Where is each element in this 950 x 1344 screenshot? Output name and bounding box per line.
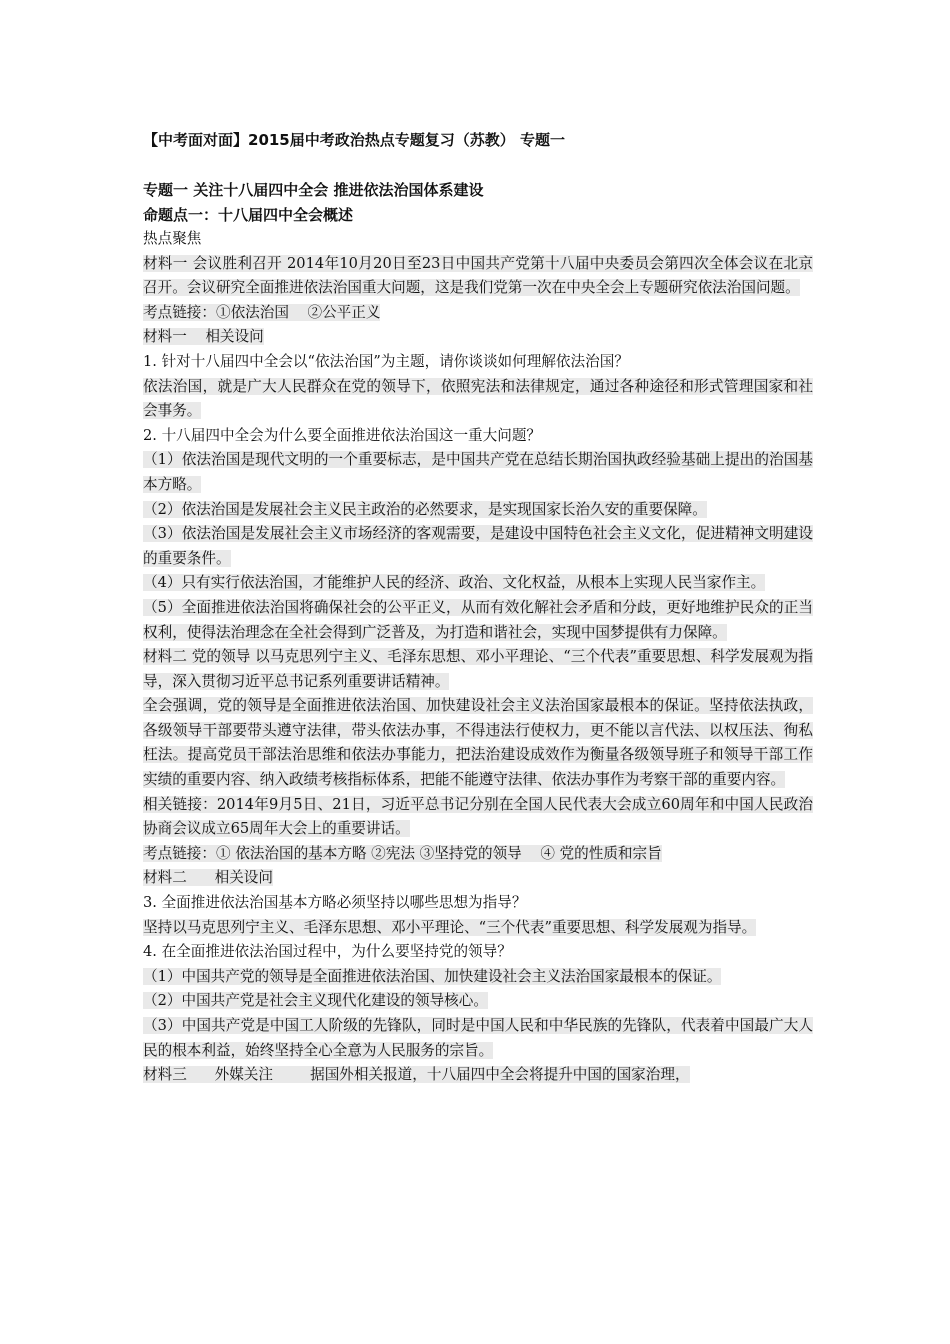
document-title: 【中考面对面】2015届中考政治热点专题复习（苏教） 专题一 (143, 131, 565, 149)
paragraph-text: 热点聚焦 (143, 230, 202, 247)
paragraph-text: 3. 全面推进依法治国基本方略必须坚持以哪些思想为指导？ (143, 894, 527, 912)
paragraph-text: 依法治国，就是广大人民群众在党的领导下，依照宪法和法律规定，通过各种途径和形式管理国家和社会事务。 (143, 377, 813, 420)
paragraph (143, 940, 813, 965)
paragraph (143, 252, 813, 301)
document-page (143, 128, 813, 1088)
paragraph-text: 材料一 会议胜利召开 2014年10月20日至23日中国共产党第十八届中央委员会第四次全体会议在北京召开。会议研究全面推进依法治国重大问题，这是我们党第一次在中央全会上专题研究依法治国问题。 (143, 254, 813, 297)
paragraph-text: （3）中国共产党是中国工人阶级的先锋队，同时是中国人民和中华民族的先锋队，代表着中国最广大人民的根本利益，始终坚持全心全意为人民服务的宗旨。 (143, 1017, 813, 1059)
paragraph (143, 1063, 813, 1088)
paragraph (143, 301, 813, 326)
document-body (143, 227, 813, 1088)
paragraph (143, 916, 813, 941)
paragraph (143, 694, 813, 792)
paragraph (143, 596, 813, 645)
paragraph (143, 842, 813, 867)
paragraph (143, 375, 813, 424)
paragraph-text: （4）只有实行依法治国，才能维护人民的经济、政治、文化权益，从根本上实现人民当家作主。 (143, 574, 766, 592)
paragraph (143, 866, 813, 891)
paragraph-text: 1. 针对十八届四中全会以“依法治国”为主题，请你谈谈如何理解依法治国？ (143, 352, 629, 370)
paragraph (143, 424, 813, 449)
paragraph-text: 材料一 相关设问 (143, 328, 264, 346)
point-heading: 命题点一：十八届四中全会概述 (143, 205, 354, 224)
paragraph-text: （5）全面推进依法治国将确保社会的公平正义，从而有效化解社会矛盾和分歧，更好地维护民众的正当权利，使得法治理念在全社会得到广泛普及，为打造和谐社会，实现中国梦提供有力保障。 (143, 598, 813, 641)
paragraph-text: 材料二 党的领导 以马克思列宁主义、毛泽东思想、邓小平理论、“三个代表”重要思想、科学发展观为指导，深入贯彻习近平总书记系列重要讲话精神。 (143, 648, 813, 690)
topic-heading: 专题一 关注十八届四中全会 推进依法治国体系建设 (143, 181, 484, 199)
paragraph (143, 965, 813, 990)
paragraph (143, 645, 813, 694)
paragraph-text: 考点链接：①依法治国 ②公平正义 (143, 303, 381, 321)
paragraph-text: 全会强调，党的领导是全面推进依法治国、加快建设社会主义法治国家最根本的保证。坚持依法执政，各级领导干部要带头遵守法律，带头依法办事，不得违法行使权力，更不能以言代法、以权压法、徇私枉法。提高党员干部法治思维和依法办事能力，把法治建设成效作为衡量各级领导班子和领导干部工作实绩的重要内容、纳入政绩考核指标体系，把能不能遵守法律、依法办事作为考察干部的重要内容。 (143, 697, 813, 789)
paragraph (143, 571, 813, 596)
paragraph (143, 325, 813, 350)
paragraph (143, 350, 813, 375)
paragraph-text: 坚持以马克思列宁主义、毛泽东思想、邓小平理论、“三个代表”重要思想、科学发展观为指导。 (143, 918, 757, 936)
paragraph-text: 材料三 外媒关注 据国外相关报道，十八届四中全会将提升中国的国家治理， (143, 1066, 690, 1084)
paragraph (143, 522, 813, 571)
paragraph-text: （2）中国共产党是社会主义现代化建设的领导核心。 (143, 992, 488, 1010)
paragraph-text: （1）依法治国是现代文明的一个重要标志，是中国共产党在总结长期治国执政经验基础上提出的治国基本方略。 (143, 451, 813, 493)
paragraph-text: 4. 在全面推进依法治国过程中，为什么要坚持党的领导？ (143, 943, 512, 961)
paragraph (143, 448, 813, 497)
paragraph (143, 227, 813, 252)
paragraph-text: 考点链接：① 依法治国的基本方略 ②宪法 ③坚持党的领导 ④ 党的性质和宗旨 (143, 844, 662, 862)
paragraph (143, 891, 813, 916)
paragraph-text: （2）依法治国是发展社会主义民主政治的必然要求，是实现国家长治久安的重要保障。 (143, 500, 707, 518)
paragraph-text: （1）中国共产党的领导是全面推进依法治国、加快建设社会主义法治国家最根本的保证。 (143, 967, 722, 985)
paragraph (143, 498, 813, 523)
spacer (143, 152, 813, 178)
paragraph (143, 989, 813, 1014)
paragraph (143, 793, 813, 842)
paragraph-text: 2. 十八届四中全会为什么要全面推进依法治国这一重大问题？ (143, 426, 542, 444)
paragraph-text: 材料二 相关设问 (143, 869, 273, 887)
paragraph-text: （3）依法治国是发展社会主义市场经济的客观需要，是建设中国特色社会主义文化，促进精神文明建设的重要条件。 (143, 525, 813, 567)
paragraph-text: 相关链接：2014年9月5日、21日，习近平总书记分别在全国人民代表大会成立60周年和中国人民政治协商会议成立65周年大会上的重要讲话。 (143, 795, 813, 838)
paragraph (143, 1014, 813, 1063)
